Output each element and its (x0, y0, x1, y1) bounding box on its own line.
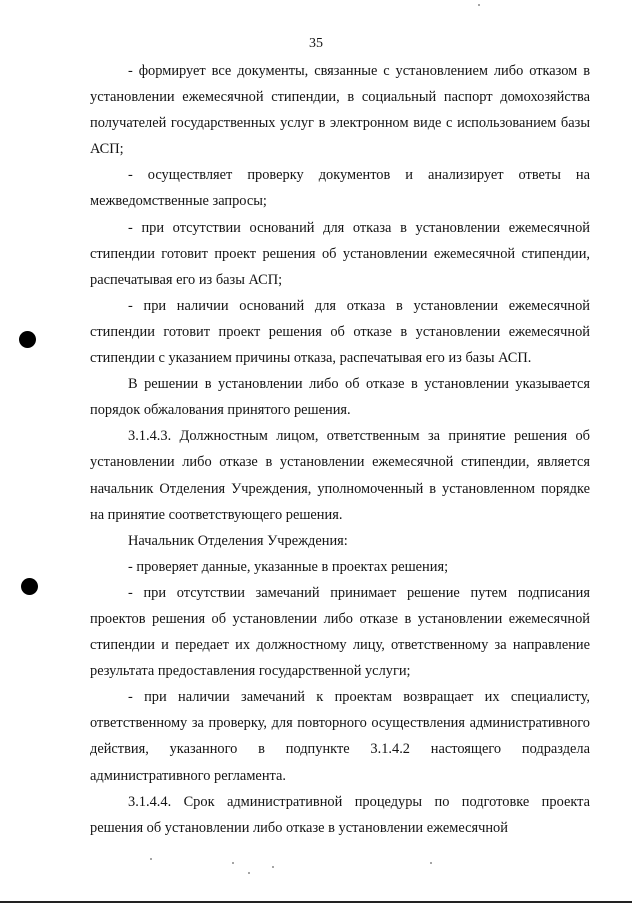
scan-speck (478, 4, 480, 6)
paragraph: 3.1.4.3. Должностным лицом, ответственным за принятие решения об установлении либо отказе в установлении ежемесячной стипендии, является начальник Отделения Учреждения, уполномоченный в установленном порядке на принятие соответствующего решения. (90, 428, 590, 523)
paragraph: - при отсутствии замечаний принимает решение путем подписания проектов решения об установлении либо отказе в установлении ежемесячной стипендии и передает их должностному лицу, ответственному за направление результата предоставления государственной услуги; (90, 584, 590, 680)
paragraph: - проверяет данные, указанные в проектах решения; (128, 558, 449, 575)
paragraph: - при наличии замечаний к проектам возвращает их специалисту, ответственному за проверку, для повторного осуществления административного действия, указанного в подпункте 3.1.4.2 настоящего подраздела административного регламента. (90, 689, 590, 784)
paragraph: - при отсутствии оснований для отказа в установлении ежемесячной стипендии готовит проект решения об установлении ежемесячной стипендии, распечатывая его из базы АСП; (90, 219, 590, 288)
scan-edge (0, 901, 632, 903)
paragraph: Начальник Отделения Учреждения: (128, 532, 348, 549)
scan-speck (232, 862, 234, 864)
scan-speck (272, 866, 274, 868)
document-body (90, 58, 590, 841)
paragraph: - формирует все документы, связанные с установлением либо отказом в установлении ежемесячной стипендии, в социальный паспорт домохозяйства получателей государственных услуг в электронном виде с использованием базы АСП; (90, 63, 590, 158)
scan-speck (430, 862, 432, 864)
paragraph: 3.1.4.4. Срок административной процедуры по подготовке проекта решения об установлении либо отказе в установлении ежемесячной (90, 793, 590, 836)
paragraph: - при наличии оснований для отказа в установлении ежемесячной стипендии готовит проект решения об отказе в установлении ежемесячной стипендии с указанием причины отказа, распечатывая его из базы АСП. (90, 297, 590, 367)
paragraph: - осуществляет проверку документов и анализирует ответы на межведомственные запросы; (90, 167, 590, 210)
binder-hole (21, 578, 38, 595)
scan-speck (150, 858, 152, 860)
binder-hole (19, 331, 36, 348)
scan-speck (248, 872, 250, 874)
paragraph: В решении в установлении либо об отказе в установлении указывается порядок обжалования принятого решения. (90, 376, 590, 419)
page-number: 35 (309, 36, 323, 51)
